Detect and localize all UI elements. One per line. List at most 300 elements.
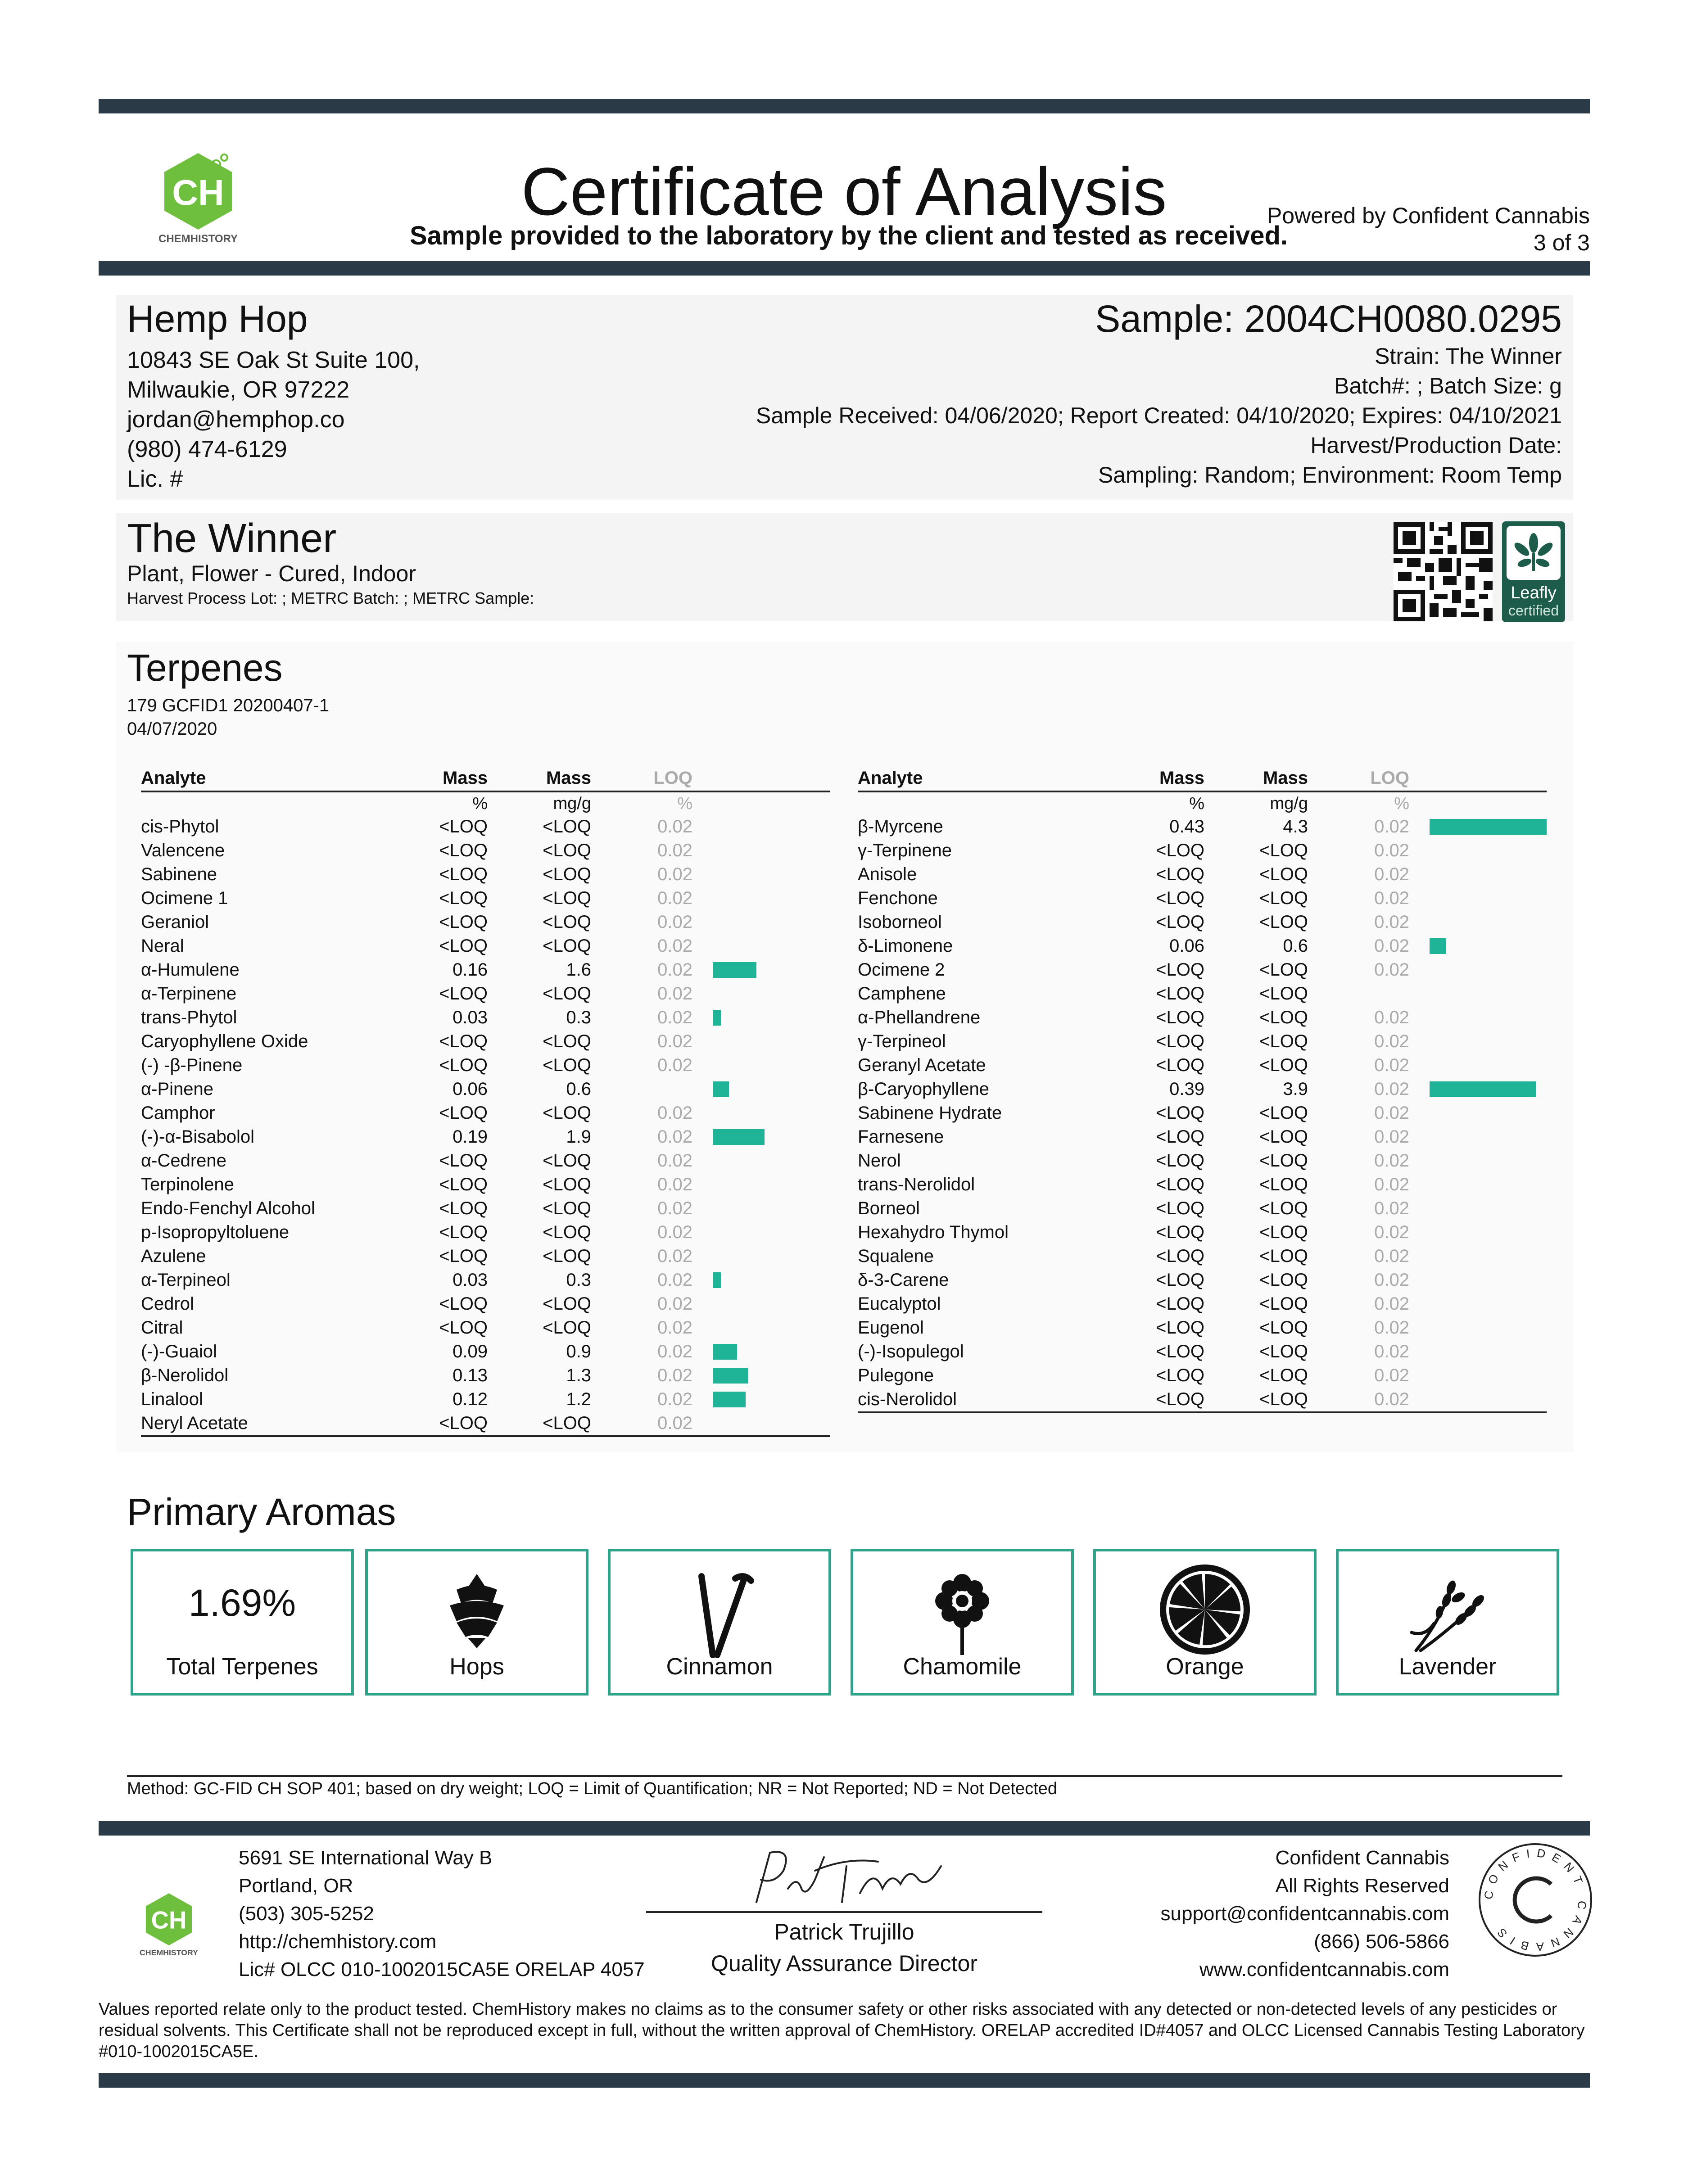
table-row	[141, 886, 830, 910]
mass-mgg: 0.9	[566, 1342, 591, 1361]
loq-value: 0.02	[657, 1008, 692, 1027]
sample-harvest: Harvest/Production Date:	[1310, 433, 1562, 458]
mass-mgg: <LOQ	[1259, 1127, 1308, 1147]
aroma-label-lavender: Lavender	[1398, 1654, 1497, 1680]
mass-percent: <LOQ	[1156, 1222, 1204, 1242]
loq-value: 0.02	[657, 1127, 692, 1147]
mass-percent: <LOQ	[1156, 864, 1204, 884]
table-row	[141, 1292, 830, 1316]
analyte-name: Endo-Fenchyl Alcohol	[141, 1198, 315, 1218]
client-name: Hemp Hop	[127, 298, 308, 340]
leafly-certified: certified	[1508, 602, 1559, 619]
mass-mgg: <LOQ	[1259, 984, 1308, 1004]
header-mass-percent: Mass	[1159, 768, 1204, 788]
loq-value: 0.02	[657, 1031, 692, 1051]
aroma-card-lavender	[1336, 1549, 1559, 1696]
analyte-name: γ-Terpinene	[858, 841, 952, 860]
mass-percent: <LOQ	[439, 936, 488, 956]
loq-value: 0.02	[657, 936, 692, 956]
mass-mgg: <LOQ	[1259, 864, 1308, 884]
mass-percent: <LOQ	[439, 1055, 488, 1075]
mass-mgg: 1.6	[566, 960, 591, 980]
footer-rule	[99, 1821, 1590, 1836]
table-row	[858, 1149, 1547, 1173]
mass-percent: <LOQ	[439, 817, 488, 837]
header-mass-mgg: Mass	[546, 768, 591, 788]
aromas-title: Primary Aromas	[127, 1491, 396, 1533]
mass-percent: <LOQ	[1156, 1031, 1204, 1051]
analyte-name: β-Nerolidol	[141, 1366, 229, 1385]
table-row	[141, 839, 830, 863]
mass-mgg: <LOQ	[1259, 912, 1308, 932]
table-end-rule	[141, 1435, 830, 1437]
analyte-name: Squalene	[858, 1246, 934, 1266]
loq-value: 0.02	[1374, 864, 1409, 884]
aroma-label-hops: Hops	[449, 1654, 504, 1680]
analyte-name: α-Cedrene	[141, 1151, 226, 1171]
table-row	[141, 958, 830, 982]
client-email: jordan@hemphop.co	[127, 407, 345, 433]
loq-value: 0.02	[657, 1151, 692, 1171]
mass-percent: <LOQ	[1156, 984, 1204, 1004]
method-note: Method: GC-FID CH SOP 401; based on dry weight; LOQ = Limit of Quantification; NR = Not Reported; ND = Not Detected	[127, 1779, 1057, 1798]
product-name: The Winner	[127, 516, 337, 561]
table-row	[141, 1030, 830, 1054]
table-row	[141, 1125, 830, 1149]
powered-by: Powered by Confident Cannabis	[1267, 203, 1590, 228]
lab-phone: (503) 305-5252	[239, 1903, 374, 1925]
table-row	[858, 1077, 1547, 1101]
total-terpenes-value: 1.69%	[188, 1582, 296, 1624]
table-units	[141, 792, 830, 815]
header-mass-mgg: Mass	[1263, 768, 1308, 788]
mass-percent: <LOQ	[439, 1294, 488, 1314]
mass-percent: <LOQ	[1156, 1103, 1204, 1123]
svg-text:CHEMHISTORY: CHEMHISTORY	[140, 1948, 198, 1957]
client-address1: 10843 SE Oak St Suite 100,	[127, 347, 420, 373]
concentration-bar	[713, 1129, 765, 1145]
header-rule	[99, 261, 1590, 276]
hops-icon	[439, 1569, 515, 1650]
analyte-name: γ-Terpineol	[858, 1031, 946, 1051]
table-row	[858, 1388, 1547, 1411]
analyte-name: (-)-Guaiol	[141, 1342, 217, 1361]
loq-value: 0.02	[1374, 1366, 1409, 1385]
bottom-rule	[99, 2073, 1590, 2088]
qr-code[interactable]	[1394, 522, 1493, 621]
mass-mgg: <LOQ	[1259, 1318, 1308, 1338]
analyte-name: δ-3-Carene	[858, 1270, 949, 1290]
analyte-name: Azulene	[141, 1246, 206, 1266]
mass-mgg: <LOQ	[1259, 1031, 1308, 1051]
analyte-name: Camphene	[858, 984, 946, 1004]
mass-mgg: <LOQ	[1259, 1366, 1308, 1385]
loq-value: 0.02	[1374, 1127, 1409, 1147]
table-row	[141, 1006, 830, 1030]
terpenes-date: 04/07/2020	[127, 719, 217, 739]
loq-value: 0.02	[1374, 960, 1409, 980]
mass-mgg: <LOQ	[543, 817, 591, 837]
client-address2: Milwaukie, OR 97222	[127, 377, 350, 403]
header-loq: LOQ	[653, 768, 692, 788]
loq-value: 0.02	[1374, 912, 1409, 932]
confident-cannabis-seal	[1477, 1841, 1594, 1958]
loq-value: 0.02	[657, 1222, 692, 1242]
analyte-name: α-Terpineol	[141, 1270, 231, 1290]
signer-name: Patrick Trujillo	[774, 1919, 914, 1944]
loq-value: 0.02	[657, 1318, 692, 1338]
analyte-name: β-Myrcene	[858, 817, 943, 837]
table-header	[141, 765, 830, 792]
table-units	[858, 792, 1547, 815]
analyte-name: Fenchone	[858, 888, 938, 908]
aroma-card-hops	[365, 1549, 588, 1696]
table-header	[858, 765, 1547, 792]
mass-percent: 0.06	[1169, 936, 1204, 956]
analyte-name: (-)-Isopulegol	[858, 1342, 964, 1361]
table-row	[141, 910, 830, 934]
analyte-name: α-Pinene	[141, 1079, 213, 1099]
mass-mgg: <LOQ	[1259, 1151, 1308, 1171]
mass-percent: 0.06	[453, 1079, 488, 1099]
table-end-rule	[858, 1411, 1547, 1413]
concentration-bar	[1430, 819, 1547, 835]
table-row	[141, 1077, 830, 1101]
mass-mgg: <LOQ	[1259, 1270, 1308, 1290]
mass-percent: <LOQ	[439, 841, 488, 860]
table-row	[858, 886, 1547, 910]
mass-mgg: <LOQ	[543, 1318, 591, 1338]
mass-mgg: <LOQ	[1259, 1103, 1308, 1123]
mass-mgg: <LOQ	[543, 1413, 591, 1433]
client-license: Lic. #	[127, 466, 183, 492]
mass-mgg: 1.3	[566, 1366, 591, 1385]
table-row	[141, 1197, 830, 1221]
mass-percent: <LOQ	[1156, 1270, 1204, 1290]
mass-mgg: <LOQ	[1259, 1198, 1308, 1218]
cinnamon-icon	[681, 1569, 758, 1659]
header-analyte: Analyte	[141, 768, 206, 788]
mass-mgg: <LOQ	[1259, 1008, 1308, 1027]
table-row	[141, 1173, 830, 1197]
analyte-name: (-)-α-Bisabolol	[141, 1127, 255, 1147]
loq-value: 0.02	[1374, 936, 1409, 956]
signature	[729, 1839, 964, 1911]
analyte-name: β-Caryophyllene	[858, 1079, 990, 1099]
loq-value: 0.02	[657, 864, 692, 884]
product-lots: Harvest Process Lot: ; METRC Batch: ; METRC Sample:	[127, 589, 534, 607]
table-row	[858, 934, 1547, 958]
analyte-name: p-Isopropyltoluene	[141, 1222, 290, 1242]
mass-mgg: <LOQ	[543, 1246, 591, 1266]
table-row	[141, 1316, 830, 1340]
mass-mgg: <LOQ	[1259, 1055, 1308, 1075]
table-row	[858, 1173, 1547, 1197]
table-row	[858, 1054, 1547, 1077]
table-row	[858, 1101, 1547, 1125]
loq-value: 0.02	[657, 817, 692, 837]
analyte-name: Farnesene	[858, 1127, 944, 1147]
mass-mgg: 0.3	[566, 1008, 591, 1027]
table-row	[141, 1411, 830, 1435]
total-terpenes-card	[131, 1549, 354, 1696]
analyte-name: Citral	[141, 1318, 183, 1338]
loq-value: 0.02	[1374, 1246, 1409, 1266]
table-row	[141, 934, 830, 958]
table-row	[141, 1364, 830, 1388]
disclaimer: Values reported relate only to the product tested. ChemHistory makes no claims as to the consumer safety or other risks associated with any detected or non-detected levels of any pesticides or residual solvents. This Certificate shall not be reproduced except in full, without the written approval of ChemHistory. ORELAP accredited ID#4057 and OLCC Licensed Cannabis Testing Laboratory #010-1002015CA5E.	[99, 2000, 1585, 2061]
analyte-name: Ocimene 2	[858, 960, 945, 980]
mass-mgg: <LOQ	[543, 841, 591, 860]
table-row	[858, 1292, 1547, 1316]
page-number: 3 of 3	[1533, 230, 1590, 255]
lab-address1: 5691 SE International Way B	[239, 1847, 493, 1869]
logo-letters: CH	[172, 172, 224, 213]
analyte-name: Sabinene Hydrate	[858, 1103, 1002, 1123]
mass-percent: <LOQ	[439, 1151, 488, 1171]
mass-percent: 0.43	[1169, 817, 1204, 837]
orange-icon	[1158, 1562, 1252, 1657]
loq-value: 0.02	[657, 1389, 692, 1409]
analyte-name: Ocimene 1	[141, 888, 228, 908]
cc-name: Confident Cannabis	[1275, 1847, 1449, 1869]
mass-mgg: <LOQ	[543, 1222, 591, 1242]
header-analyte: Analyte	[858, 768, 923, 788]
mass-percent: 0.12	[453, 1389, 488, 1409]
table-row	[141, 1054, 830, 1077]
mass-percent: <LOQ	[1156, 1175, 1204, 1194]
mass-mgg: <LOQ	[543, 864, 591, 884]
cc-email[interactable]: support@confidentcannabis.com	[1160, 1903, 1449, 1925]
unit-loq: %	[1394, 794, 1409, 813]
mass-mgg: <LOQ	[543, 1175, 591, 1194]
mass-percent: <LOQ	[439, 864, 488, 884]
mass-mgg: <LOQ	[1259, 1342, 1308, 1361]
analyte-name: cis-Nerolidol	[858, 1389, 957, 1409]
analyte-name: α-Terpinene	[141, 984, 237, 1004]
concentration-bar	[1430, 1081, 1536, 1097]
aroma-card-orange	[1093, 1549, 1317, 1696]
mass-percent: <LOQ	[1156, 1127, 1204, 1147]
page-subtitle: Sample provided to the laboratory by the client and tested as received.	[410, 221, 1288, 250]
mass-percent: 0.09	[453, 1342, 488, 1361]
aroma-label-cinnamon: Cinnamon	[666, 1654, 773, 1680]
mass-percent: <LOQ	[1156, 960, 1204, 980]
loq-value: 0.02	[1374, 1175, 1409, 1194]
loq-value: 0.02	[1374, 1079, 1409, 1099]
leafly-leaf-icon	[1502, 521, 1565, 584]
mass-percent: <LOQ	[1156, 1294, 1204, 1314]
page-title: Certificate of Analysis	[521, 154, 1167, 229]
mass-percent: <LOQ	[439, 1198, 488, 1218]
loq-value: 0.02	[657, 1413, 692, 1433]
loq-value: 0.02	[1374, 1031, 1409, 1051]
table-row	[858, 910, 1547, 934]
mass-mgg: <LOQ	[543, 888, 591, 908]
table-row	[858, 839, 1547, 863]
loq-value: 0.02	[1374, 1008, 1409, 1027]
table-row	[858, 958, 1547, 982]
table-row	[858, 982, 1547, 1006]
table-row	[858, 1125, 1547, 1149]
mass-mgg: <LOQ	[543, 1198, 591, 1218]
analyte-name: Isoborneol	[858, 912, 942, 932]
analyte-name: trans-Nerolidol	[858, 1175, 975, 1194]
sample-id: Sample: 2004CH0080.0295	[1095, 298, 1562, 340]
terpenes-table-left	[141, 765, 830, 1437]
lab-website[interactable]: http://chemhistory.com	[239, 1931, 437, 1953]
leafly-brand: Leafly	[1511, 583, 1557, 602]
table-row	[141, 815, 830, 839]
loq-value: 0.02	[657, 912, 692, 932]
method-rule	[127, 1775, 1562, 1777]
mass-mgg: 0.6	[566, 1079, 591, 1099]
cc-rights: All Rights Reserved	[1275, 1875, 1449, 1897]
table-row	[141, 1149, 830, 1173]
mass-mgg: 4.3	[1283, 817, 1308, 837]
unit-mgg: mg/g	[553, 794, 591, 813]
mass-percent: <LOQ	[1156, 1318, 1204, 1338]
mass-percent: 0.03	[453, 1270, 488, 1290]
sample-sampling: Sampling: Random; Environment: Room Temp	[1098, 462, 1562, 488]
chamomile-icon	[924, 1569, 1000, 1659]
table-row	[858, 1364, 1547, 1388]
mass-percent: <LOQ	[1156, 1366, 1204, 1385]
table-row	[141, 1268, 830, 1292]
analyte-name: trans-Phytol	[141, 1008, 237, 1027]
mass-mgg: <LOQ	[1259, 1294, 1308, 1314]
mass-percent: <LOQ	[1156, 912, 1204, 932]
loq-value: 0.02	[657, 1198, 692, 1218]
chemhistory-footer-logo	[135, 1886, 203, 1958]
analyte-name: Geraniol	[141, 912, 209, 932]
loq-value: 0.02	[657, 1342, 692, 1361]
loq-value: 0.02	[1374, 1270, 1409, 1290]
mass-percent: <LOQ	[439, 984, 488, 1004]
mass-percent: <LOQ	[1156, 1389, 1204, 1409]
analyte-name: Cedrol	[141, 1294, 194, 1314]
loq-value: 0.02	[1374, 1342, 1409, 1361]
analyte-name: Neral	[141, 936, 184, 956]
analyte-name: Terpinolene	[141, 1175, 234, 1194]
analyte-name: cis-Phytol	[141, 817, 219, 837]
cc-website[interactable]: www.confidentcannabis.com	[1199, 1958, 1449, 1981]
sample-strain: Strain: The Winner	[1375, 344, 1562, 369]
terpenes-title: Terpenes	[127, 647, 283, 689]
loq-value: 0.02	[657, 1270, 692, 1290]
mass-percent: <LOQ	[1156, 888, 1204, 908]
header-mass-percent: Mass	[442, 768, 488, 788]
mass-mgg: <LOQ	[543, 984, 591, 1004]
analyte-name: α-Humulene	[141, 960, 240, 980]
analyte-name: Anisole	[858, 864, 917, 884]
concentration-bar	[713, 1392, 746, 1407]
mass-percent: <LOQ	[1156, 1342, 1204, 1361]
product-type: Plant, Flower - Cured, Indoor	[127, 561, 416, 586]
analyte-name: δ-Limonene	[858, 936, 953, 956]
sample-dates: Sample Received: 04/06/2020; Report Created: 04/10/2020; Expires: 04/10/2021	[756, 403, 1562, 428]
mass-mgg: <LOQ	[543, 1294, 591, 1314]
unit-percent: %	[472, 794, 488, 813]
signature-line	[646, 1911, 1042, 1913]
svg-text:CONFIDENT CANNABIS: CONFIDENT CANNABIS	[1481, 1846, 1590, 1954]
table-row	[858, 1340, 1547, 1364]
mass-percent: <LOQ	[1156, 1246, 1204, 1266]
concentration-bar	[713, 1368, 748, 1384]
mass-percent: <LOQ	[1156, 1151, 1204, 1171]
loq-value: 0.02	[1374, 1103, 1409, 1123]
loq-value: 0.02	[657, 888, 692, 908]
client-phone: (980) 474-6129	[127, 436, 287, 462]
mass-mgg: <LOQ	[543, 1103, 591, 1123]
mass-mgg: <LOQ	[543, 1055, 591, 1075]
loq-value: 0.02	[657, 984, 692, 1004]
table-row	[141, 1340, 830, 1364]
concentration-bar	[713, 1010, 721, 1026]
mass-percent: <LOQ	[439, 888, 488, 908]
terpenes-table-right	[858, 765, 1547, 1413]
loq-value: 0.02	[1374, 1318, 1409, 1338]
analyte-name: α-Phellandrene	[858, 1008, 981, 1027]
loq-value: 0.02	[657, 1055, 692, 1075]
table-row	[141, 863, 830, 886]
sample-batch: Batch#: ; Batch Size: g	[1334, 373, 1562, 398]
loq-value: 0.02	[657, 1103, 692, 1123]
mass-mgg: <LOQ	[543, 1151, 591, 1171]
loq-value: 0.02	[1374, 1151, 1409, 1171]
lab-address2: Portland, OR	[239, 1875, 353, 1897]
lavender-icon	[1403, 1569, 1493, 1655]
analyte-name: Camphor	[141, 1103, 215, 1123]
mass-percent: <LOQ	[439, 912, 488, 932]
loq-value: 0.02	[657, 960, 692, 980]
mass-percent: <LOQ	[439, 1103, 488, 1123]
loq-value: 0.02	[1374, 1222, 1409, 1242]
loq-value: 0.02	[1374, 841, 1409, 860]
loq-value: 0.02	[1374, 1389, 1409, 1409]
svg-text:CH: CH	[151, 1906, 187, 1934]
mass-mgg: <LOQ	[543, 936, 591, 956]
analyte-name: (-) -β-Pinene	[141, 1055, 243, 1075]
mass-percent: <LOQ	[1156, 1198, 1204, 1218]
aroma-card-chamomile	[851, 1549, 1074, 1696]
analyte-name: Caryophyllene Oxide	[141, 1031, 308, 1051]
table-row	[858, 1030, 1547, 1054]
table-row	[858, 863, 1547, 886]
table-row	[141, 982, 830, 1006]
table-row	[858, 1268, 1547, 1292]
aroma-label-orange: Orange	[1166, 1654, 1244, 1680]
signer-title: Quality Assurance Director	[711, 1951, 978, 1976]
concentration-bar	[713, 1344, 737, 1360]
mass-mgg: <LOQ	[543, 1031, 591, 1051]
table-row	[141, 1244, 830, 1268]
lab-license: Lic# OLCC 010-1002015CA5E ORELAP 4057	[239, 1958, 645, 1981]
mass-mgg: <LOQ	[1259, 1389, 1308, 1409]
mass-mgg: <LOQ	[1259, 960, 1308, 980]
concentration-bar	[1430, 938, 1446, 954]
mass-mgg: <LOQ	[1259, 841, 1308, 860]
table-row	[858, 1316, 1547, 1340]
concentration-bar	[713, 1272, 721, 1288]
mass-mgg: 1.9	[566, 1127, 591, 1147]
loq-value: 0.02	[1374, 1294, 1409, 1314]
analyte-name: Neryl Acetate	[141, 1413, 248, 1433]
analyte-name: Linalool	[141, 1389, 203, 1409]
table-row	[141, 1221, 830, 1244]
analyte-name: Valencene	[141, 841, 225, 860]
mass-percent: <LOQ	[1156, 841, 1204, 860]
